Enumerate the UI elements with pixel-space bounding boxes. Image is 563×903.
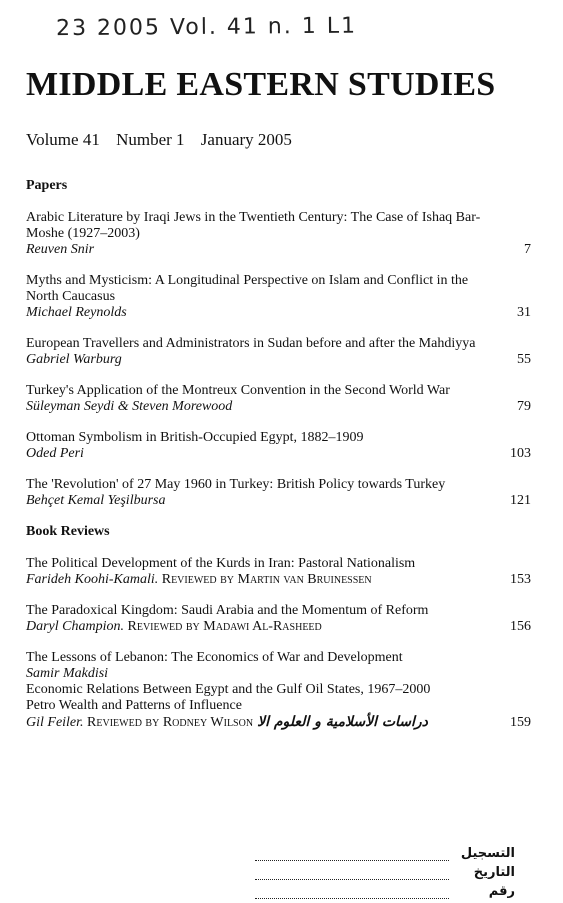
toc-entry	[26, 273, 531, 321]
review-byline	[26, 572, 531, 588]
review-byline	[26, 714, 531, 731]
reviewed-by-label: Reviewed by	[127, 619, 200, 634]
entry-title: European Travellers and Administrators in Sudan before and after the Mahdiyya	[26, 336, 476, 351]
review-entry	[26, 556, 531, 588]
entry-author: Gabriel Warburg	[26, 352, 122, 367]
stamp-line	[255, 846, 449, 861]
review-page: 159	[510, 715, 531, 730]
stamp-line	[255, 884, 449, 899]
entry-page: 79	[517, 399, 531, 414]
entry-title: Arabic Literature by Iraqi Jews in the Twentieth Century: The Case of Ishaq Bar-Moshe (1927–2003)	[26, 210, 481, 241]
toc-entry	[26, 477, 531, 509]
reviewer-name: Rodney Wilson	[162, 715, 254, 730]
reviewed-by-label: Reviewed by	[161, 572, 235, 587]
review-title: Petro Wealth and Patterns of Influence	[26, 698, 242, 713]
book-reviews-heading: Book Reviews	[26, 524, 110, 539]
stamp-number-label: رقم	[488, 884, 515, 899]
issue-number: Number 1	[116, 130, 185, 149]
review-title: The Paradoxical Kingdom: Saudi Arabia and the Momentum of Reform	[26, 603, 429, 618]
entry-title: Turkey's Application of the Montreux Convention in the Second World War	[26, 383, 450, 398]
volume: Volume 41	[26, 130, 100, 149]
issue-date: January 2005	[200, 130, 292, 149]
entry-author: Reuven Snir	[26, 242, 95, 257]
review-author: Samir Makdisi	[26, 666, 109, 681]
entry-author: Süleyman Seydi & Steven Morewood	[26, 399, 233, 414]
stamp-institute-text: دراسات الأسلامية و العلوم الا	[257, 714, 428, 730]
review-group-entry	[26, 650, 531, 731]
review-byline	[26, 619, 531, 635]
stamp-line	[255, 865, 449, 880]
review-title: Economic Relations Between Egypt and the Gulf Oil States, 1967–2000	[26, 682, 431, 697]
library-stamp	[255, 846, 515, 903]
reviewed-by-label: Reviewed by	[87, 715, 160, 730]
stamp-row	[255, 846, 515, 861]
review-page: 153	[510, 572, 531, 587]
table-of-contents	[26, 178, 531, 731]
toc-entry	[26, 336, 531, 368]
review-entry	[26, 603, 531, 635]
review-title: The Lessons of Lebanon: The Economics of War and Development	[26, 650, 403, 665]
stamp-registration-label: التسجيل	[460, 846, 515, 861]
entry-page: 103	[510, 446, 531, 461]
stamp-date-label: التاريخ	[473, 865, 515, 880]
papers-heading: Papers	[26, 178, 68, 193]
handwritten-note: 23 2005 Vol. 41 n. 1 L1	[55, 13, 358, 42]
entry-title: Myths and Mysticism: A Longitudinal Perspective on Islam and Conflict in the North Caucasus	[26, 273, 469, 304]
entry-page: 55	[517, 352, 531, 367]
stamp-row	[255, 884, 515, 899]
reviewer-name: Martin van Bruinessen	[237, 572, 372, 587]
review-title: The Political Development of the Kurds in Iran: Pastoral Nationalism	[26, 556, 416, 571]
entry-author: Behçet Kemal Yeşilbursa	[26, 493, 166, 508]
entry-page: 31	[517, 305, 531, 320]
entry-title: The 'Revolution' of 27 May 1960 in Turkey: British Policy towards Turkey	[26, 477, 446, 492]
toc-entry	[26, 430, 531, 462]
review-author: Farideh Koohi-Kamali.	[26, 572, 159, 587]
review-page: 156	[510, 619, 531, 634]
reviewer-name: Madawi Al-Rasheed	[203, 619, 322, 634]
journal-title: MIDDLE EASTERN STUDIES	[26, 66, 496, 103]
entry-title: Ottoman Symbolism in British-Occupied Egypt, 1882–1909	[26, 430, 364, 445]
issue-line	[26, 130, 304, 150]
review-author: Gil Feiler.	[26, 715, 84, 730]
toc-entry	[26, 383, 531, 415]
entry-author: Michael Reynolds	[26, 305, 127, 320]
entry-page: 7	[524, 242, 531, 257]
stamp-row	[255, 865, 515, 880]
toc-entry	[26, 210, 531, 258]
entry-author: Oded Peri	[26, 446, 84, 461]
review-author: Daryl Champion.	[26, 619, 124, 634]
entry-page: 121	[510, 493, 531, 508]
